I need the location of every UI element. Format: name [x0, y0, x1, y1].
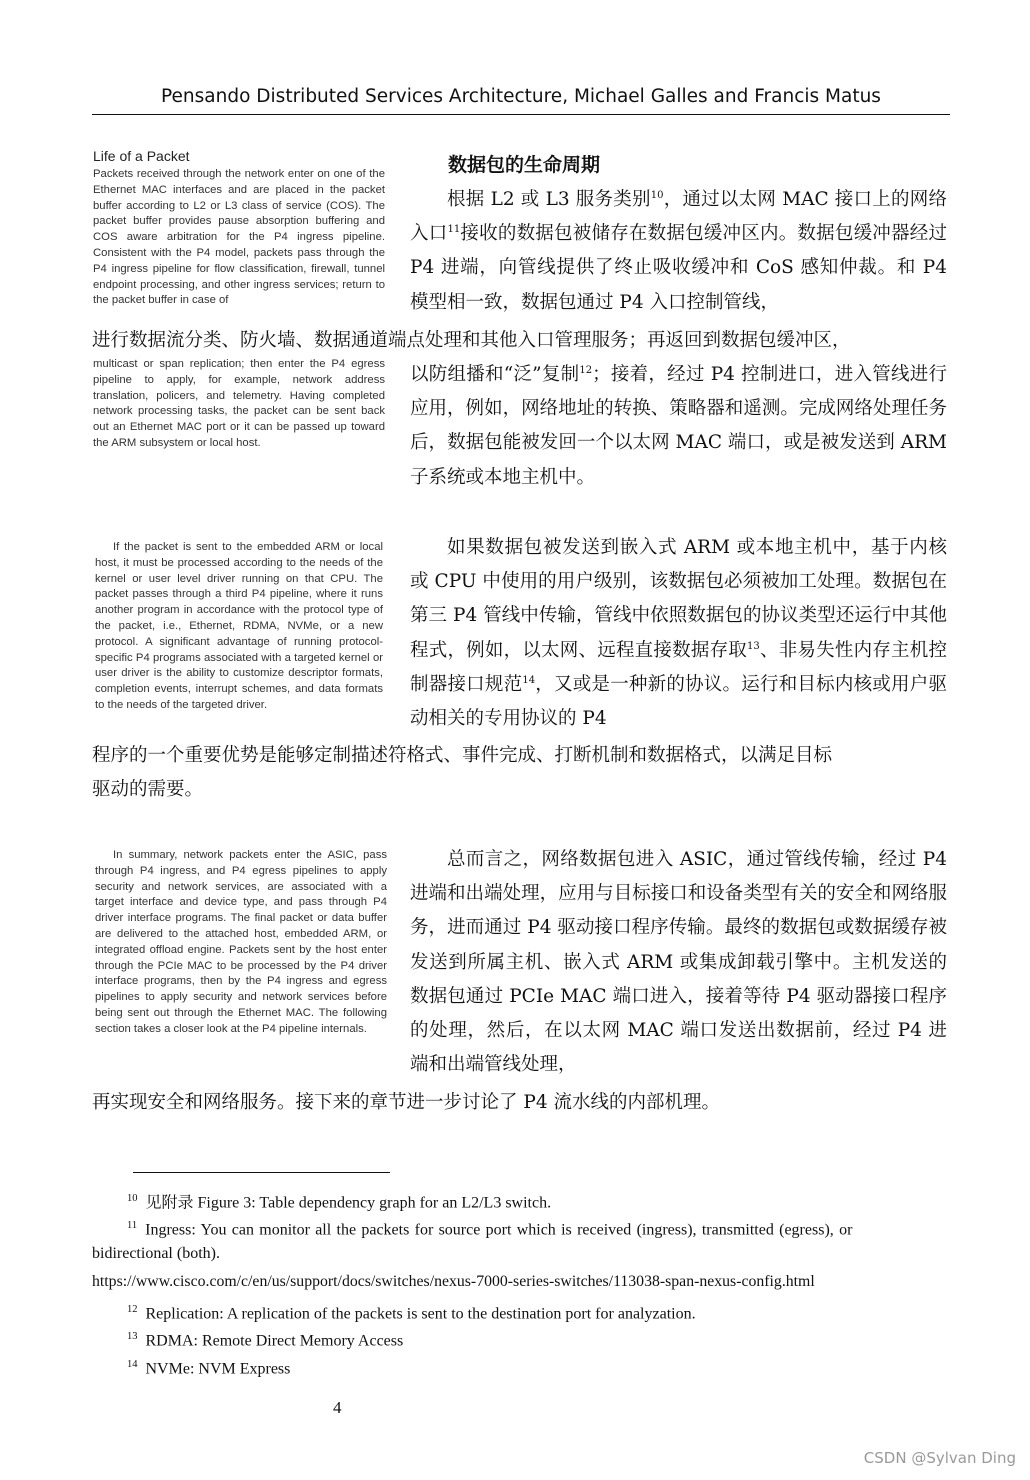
zh-paragraph-3-fullline: 再实现安全和网络服务。接下来的章节进一步讨论了 P4 流水线的内部机理。 — [92, 1092, 720, 1113]
footnote-12: $^{12}$ Replication: A replication of the packets is sent to the destination port for analyzation. — [127, 1304, 696, 1323]
sidebar-text-3: If the packet is sent to the embedded ARM or local host, it must be processed according to the needs of the kernel or user level driver running on that CPU. The packet passes through a third P4 pipeline, where it runs another program in accordance with the protocol type of the packet, i.e., Ethernet, RDMA, NVMe, or a new protocol. A significant advantage of running protocol-specific P4 programs associated with a targeted kernel or user driver is the ability to customize descriptor formats, completion events, interrupt schemes, and data formats to the needs of the targeted driver. — [95, 541, 383, 711]
zh-paragraph-1b: 以防组播和“泛”复制$^{12}$；接着，经过 P4 控制进口，进入管线进行应用，例如，网络地址的转换、策略器和遥测。完成网络处理任务后，数据包能被发回一个以太网 MAC 端口，或是被发送到 ARM 子系统或本地主机中。 — [410, 364, 947, 488]
zh-paragraph-1-fullline: 进行数据流分类、防火墙、数据通道端点处理和其他入口管理服务；再返回到数据包缓冲区， — [92, 330, 851, 351]
zh-paragraph-3: 总而言之，网络数据包进入 ASIC，通过管线传输，经过 P4 进端和出端处理，应用与目标接口和设备类型有关的安全和网络服务，进而通过 P4 驱动接口程序传输。最终的数据包或数据缓存被发送到所属主机、嵌入式 ARM 或集成卸载引擎中。主机发送的数据包通过 PCIe MAC 端口进入，接着等待 P4 驱动器接口程序的处理，然后，在以太网 MAC 端口发送出数据前，经过 P4 进端和出端管线处理， — [410, 849, 947, 1076]
zh-paragraph-2-fullline-1: 程序的一个重要优势是能够定制描述符格式、事件完成、打断机制和数据格式，以满足目标 — [92, 745, 833, 766]
sidebar-text-2: multicast or span replication; then enter the P4 egress pipeline to apply, for example, network address translation, policers, and telemetry. Having completed network processing tasks, the packet can be sent back out an Ethernet MAC port or it can be passed up toward the ARM subsystem or local host. — [93, 358, 385, 449]
footnote-10: $^{10}$ 见附录 Figure 3: Table dependency graph for an L2/L3 switch. — [127, 1193, 552, 1212]
footnote-11-cont: bidirectional (both). — [92, 1245, 220, 1262]
zh-paragraph-1a: 根据 L2 或 L3 服务类别$^{10}$，通过以太网 MAC 接口上的网络入口$^{11}$接收的数据包被储存在数据包缓冲区内。数据包缓冲器经过 P4 进端，向管线提供了终止吸收缓冲和 CoS 感知仲裁。和 P4 模型相一致，数据包通过 P4 入口控制管线， — [410, 189, 947, 313]
sidebar-text-1: Packets received through the network enter on one of the Ethernet MAC interfaces and are placed in the packet buffer according to L2 or L3 class of service (COS). The packet buffer provides pause absorption buffering and COS aware arbitration for the P4 ingress pipeline. Consistent with the P4 model, packets pass through the P4 ingress pipeline for flow classification, firewall, tunnel endpoint processing, and other ingress services; return to the packet buffer in case of — [93, 168, 385, 307]
sidebar-title: Life of a Packet — [93, 148, 190, 164]
footnote-14: $^{14}$ NVMe: NVM Express — [127, 1359, 291, 1378]
page-number: 4 — [333, 1398, 342, 1417]
sidebar-text-4: In summary, network packets enter the ASIC, pass through P4 ingress, and P4 egress pipelines to apply security and network services, are associated with a target interface and device type, and pass through P4 driver interface programs. The final packet or data buffer are delivered to the attached host, embedded ARM, or integrated offload engine. Packets sent by the host enter through the PCIe MAC to be processed by the P4 driver interface programs, then by the P4 ingress and egress pipelines to apply security and network services before being sent out through the Ethernet MAC. The following section takes a closer look at the P4 pipeline internals. — [95, 849, 387, 1035]
section-heading: 数据包的生命周期 — [448, 154, 601, 176]
watermark: CSDN @Sylvan Ding — [863, 1449, 1016, 1467]
footnote-rule — [133, 1172, 390, 1173]
header-rule — [92, 114, 950, 115]
footnote-11: $^{11}$ Ingress: You can monitor all the packets for source port which is received (ingress), transmitted (egress), or — [127, 1220, 853, 1239]
footnote-13: $^{13}$ RDMA: Remote Direct Memory Access — [127, 1331, 404, 1350]
zh-paragraph-2: 如果数据包被发送到嵌入式 ARM 或本地主机中，基于内核或 CPU 中使用的用户级别，该数据包必须被加工处理。数据包在第三 P4 管线中传输，管线中依照数据包的协议类型还运行中其他程式，例如，以太网、远程直接数据存取$^{13}$、非易失性内存主机控制器接口规范$^{14}$，又或是一种新的协议。运行和目标内核或用户驱动相关的专用协议的 P4 — [410, 537, 947, 730]
running-header: Pensando Distributed Services Architecture, Michael Galles and Francis Matus — [161, 86, 881, 107]
zh-paragraph-2-fullline-2: 驱动的需要。 — [92, 779, 204, 800]
footnote-11-url[interactable]: https://www.cisco.com/c/en/us/support/docs/switches/nexus-7000-series-switches/113038-span-nexus-config.html — [92, 1273, 815, 1290]
